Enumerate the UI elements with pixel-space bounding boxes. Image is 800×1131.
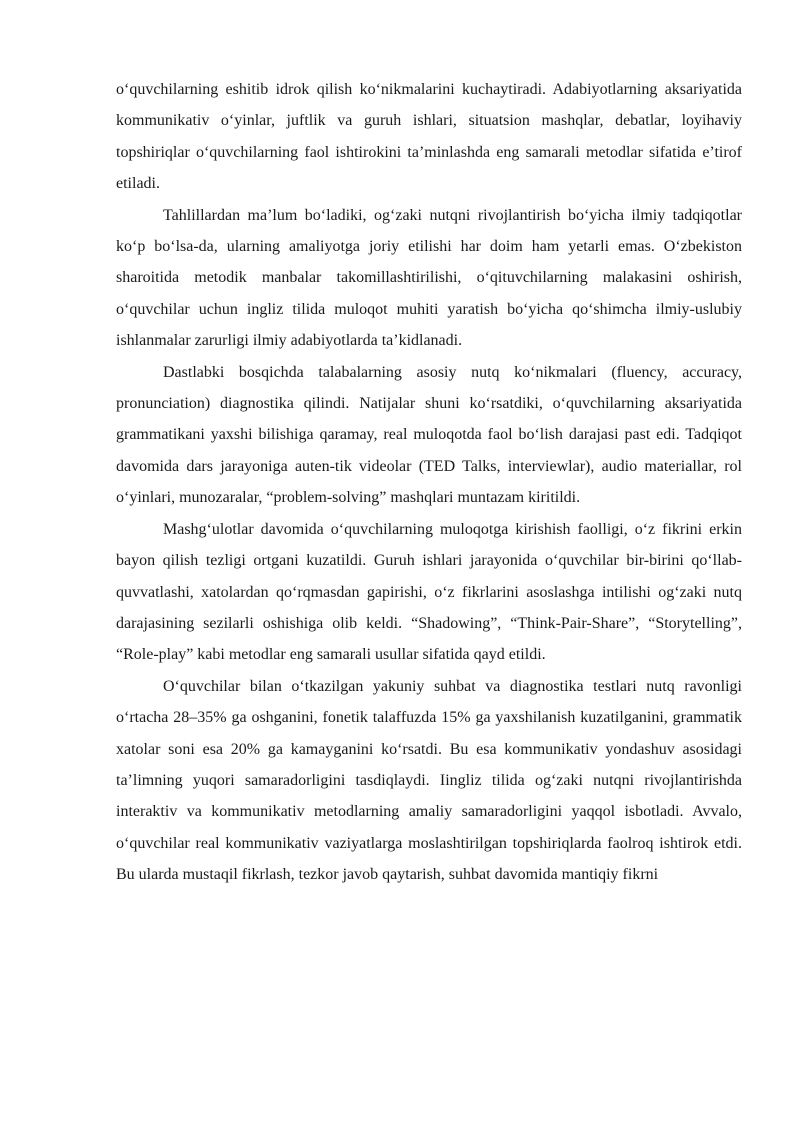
document-page [116, 74, 742, 891]
paragraph-1: o‘quvchilarning eshitib idrok qilish ko‘nikmalarini kuchaytiradi. Adabiyotlarning aksariyatida kommunikativ o‘yinlar, juftlik va guruh ishlari, situatsion mashqlar, debatlar, loyihaviy topshiriqlar o‘quvchilarning faol ishtirokini ta’minlashda eng samarali metodlar sifatida e’tirof etiladi. [116, 81, 742, 193]
paragraph-2: Tahlillardan ma’lum bo‘ladiki, og‘zaki nutqni rivojlantirish bo‘yicha ilmiy tadqiqotlar ko‘p bo‘lsa-da, ularning amaliyotga joriy etilishi har doim ham yetarli emas. O‘zbekiston sharoitida metodik manbalar takomillashtirilishi, o‘qituvchilarning malakasini oshirish, o‘quvchilar uchun ingliz tilida muloqot muhiti yaratish bo‘yicha qo‘shimcha ilmiy-uslubiy ishlanmalar zarurligi ilmiy adabiyotlarda ta’kidlanadi. [116, 206, 742, 350]
paragraph-5: O‘quvchilar bilan o‘tkazilgan yakuniy suhbat va diagnostika testlari nutq ravonligi o‘rtacha 28–35% ga oshganini, fonetik talaffuzda 15% ga yaxshilanish kuzatilganini, grammatik xatolar soni esa 20% ga kamayganini ko‘rsatdi. Bu esa kommunikativ yondashuv asosidagi ta’limning yuqori samaradorligini tasdiqlaydi. Iingliz tilida og‘zaki nutqni rivojlantirishda interaktiv va kommunikativ metodlarning amaliy samaradorligini yaqqol isbotladi. Avvalo, o‘quvchilar real kommunikativ vaziyatlarga moslashtirilgan topshiriqlarda faolroq ishtirok etdi. Bu ularda mustaqil fikrlash, tezkor javob qaytarish, suhbat davomida mantiqiy fikrni [116, 677, 742, 884]
paragraph-4: Mashg‘ulotlar davomida o‘quvchilarning muloqotga kirishish faolligi, o‘z fikrini erkin bayon qilish tezligi ortgani kuzatildi. Guruh ishlari jarayonida o‘quvchilar bir-birini qo‘llab-quvvatlashi, xatolardan qo‘rqmasdan gapirishi, o‘z fikrlarini asoslashga intilishi og‘zaki nutq darajasining sezilarli oshishiga olib keldi. “Shadowing”, “Think-Pair-Share”, “Storytelling”, “Role-play” kabi metodlar eng samarali usullar sifatida qayd etildi. [116, 520, 742, 664]
paragraph-3: Dastlabki bosqichda talabalarning asosiy nutq ko‘nikmalari (fluency, accuracy, pronunciation) diagnostika qilindi. Natijalar shuni ko‘rsatdiki, o‘quvchilarning aksariyatida grammatikani yaxshi bilishiga qaramay, real muloqotda faol bo‘lish darajasi past edi. Tadqiqot davomida dars jarayoniga auten-tik videolar (TED Talks, interviewlar), audio materiallar, rol o‘yinlari, munozaralar, “problem-solving” mashqlari muntazam kiritildi. [116, 363, 742, 507]
